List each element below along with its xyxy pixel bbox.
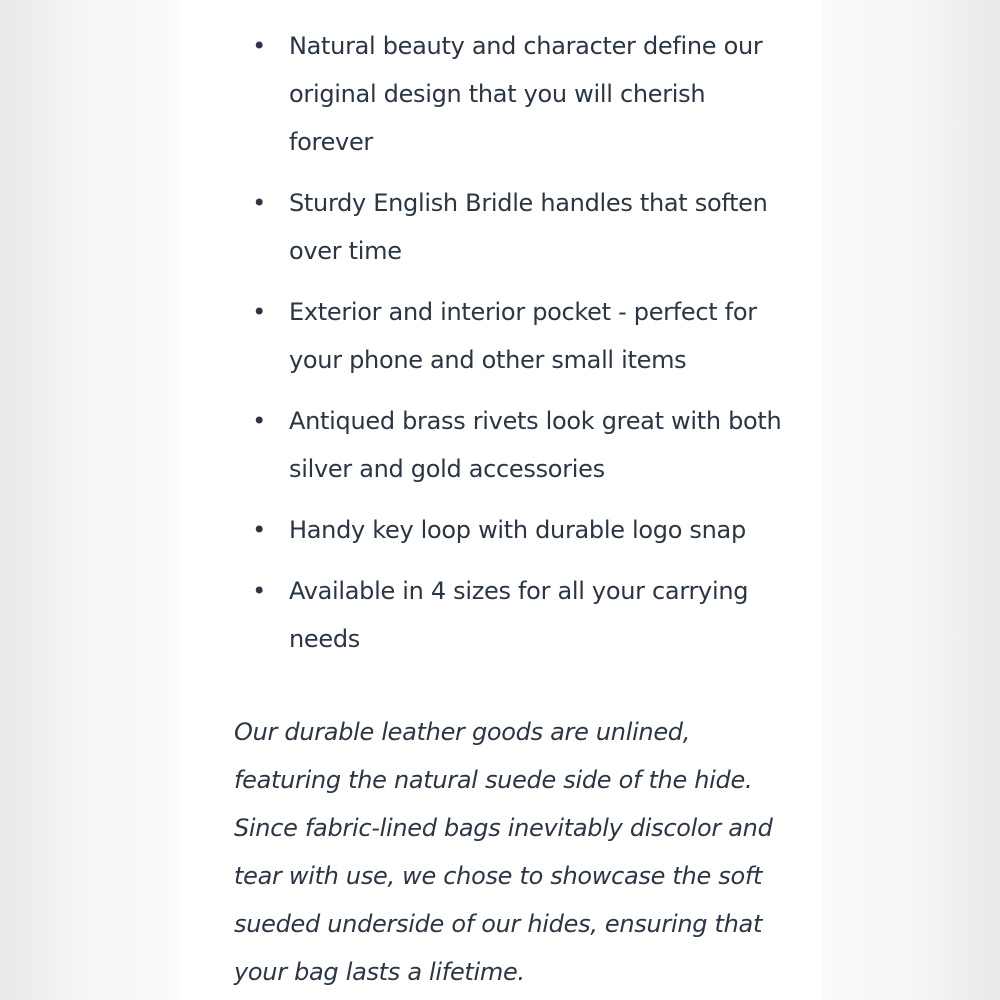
feature-text: Sturdy English Bridle handles that soften over time <box>289 189 768 265</box>
list-item <box>252 567 789 663</box>
bullet-icon: • <box>252 516 266 544</box>
lining-note: Our durable leather goods are unlined, featuring the natural suede side of the hide. Since fabric-lined bags inevitably discolor and tear with use, we chose to showcase the soft sueded underside of our hides, ensuring that your bag lasts a lifetime. <box>234 718 773 986</box>
list-item <box>252 397 789 493</box>
bullet-icon: • <box>252 189 266 217</box>
feature-list <box>252 22 789 676</box>
list-item <box>252 179 789 275</box>
list-item <box>252 22 789 166</box>
bullet-icon: • <box>252 298 266 326</box>
feature-text: Available in 4 sizes for all your carrying needs <box>289 577 749 653</box>
feature-text: Natural beauty and character define our original design that you will cherish forever <box>289 32 763 156</box>
bullet-icon: • <box>252 407 266 435</box>
list-item <box>252 506 789 554</box>
feature-text: Handy key loop with durable logo snap <box>289 516 746 544</box>
feature-text: Antiqued brass rivets look great with both silver and gold accessories <box>289 407 782 483</box>
feature-text: Exterior and interior pocket - perfect for your phone and other small items <box>289 298 757 374</box>
list-item <box>252 288 789 384</box>
bullet-icon: • <box>252 577 266 605</box>
bullet-icon: • <box>252 32 266 60</box>
